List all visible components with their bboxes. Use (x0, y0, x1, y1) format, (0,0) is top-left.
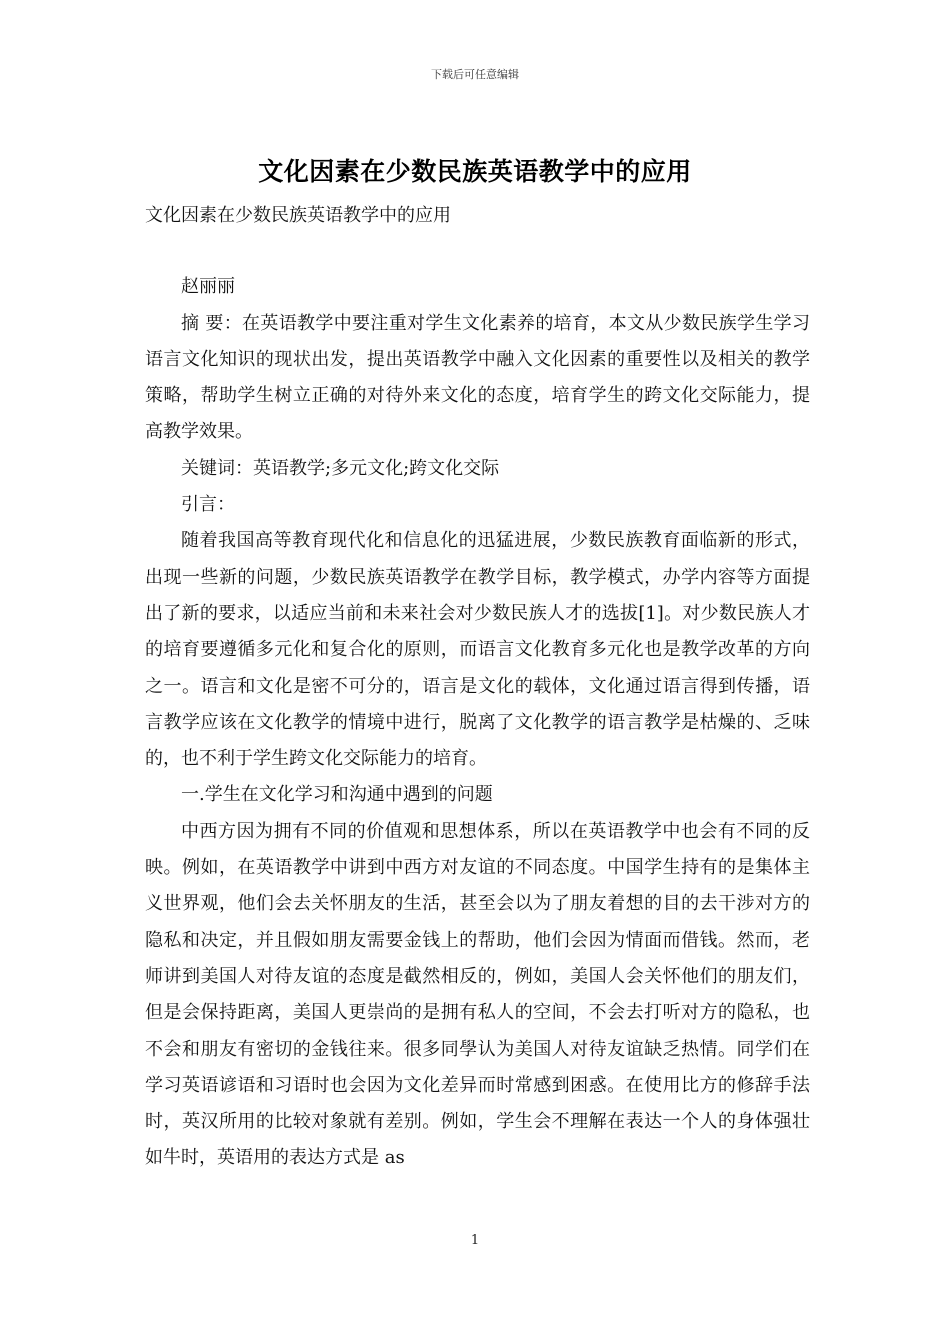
author-name: 赵丽丽 (181, 276, 235, 298)
section-heading: 一.学生在文化学习和沟通中遇到的问题 (181, 784, 493, 806)
keywords-line: 关键词：英语教学;多元文化;跨文化交际 (181, 457, 500, 479)
spacer (145, 234, 810, 269)
intro-paragraph: 随着我国高等教育现代化和信息化的迅猛进展，少数民族教育面临新的形式，出现一些新的问题，少数民族英语教学在教学目标，教学模式，办学内容等方面提出了新的要求，以适应当前和未来社会对少数民族人才的选拔[1]。对少数民族人才的培育要遵循多元化和复合化的原则，而语言文化教育多元化也是教学改革的方向之一。语言和文化是密不可分的，语言是文化的载体，文化通过语言得到传播，语言教学应该在文化教学的情境中进行，脱离了文化教学的语言教学是枯燥的、乏味的，也不利于学生跨文化交际能力的培育。 (145, 530, 810, 770)
document-body (145, 198, 810, 1177)
document-subtitle: 文化因素在少数民族英语教学中的应用 (145, 205, 451, 226)
document-title: 文化因素在少数民族英语教学中的应用 (258, 157, 692, 186)
page-number: 1 (470, 1233, 480, 1248)
abstract-paragraph: 摘 要：在英语教学中要注重对学生文化素养的培育，本文从少数民族学生学习语言文化知识的现状出发，提出英语教学中融入文化因素的重要性以及相关的教学策略，帮助学生树立正确的对待外来文化的态度，培育学生的跨文化交际能力，提高教学效果。 (145, 312, 810, 443)
header-note: 下载后可任意编辑 (431, 68, 519, 81)
section-paragraph: 中西方因为拥有不同的价值观和思想体系，所以在英语教学中也会有不同的反映。例如，在英语教学中讲到中西方对友谊的不同态度。中国学生持有的是集体主义世界观，他们会去关怀朋友的生活，甚至会以为了朋友着想的目的去干涉对方的隐私和决定，并且假如朋友需要金钱上的帮助，他们会因为情面而借钱。然而，老师讲到美国人对待友谊的态度是截然相反的，例如，美国人会关怀他们的朋友们，但是会保持距离，美国人更崇尚的是拥有私人的空间，不会去打听对方的隐私，也不会和朋友有密切的金钱往来。很多同學认为美国人对待友谊缺乏热情。同学们在学习英语谚语和习语时也会因为文化差异而时常感到困惑。在使用比方的修辞手法时，英汉所用的比较对象就有差别。例如，学生会不理解在表达一个人的身体强壮如牛时，英语用的表达方式是 as (145, 820, 810, 1169)
intro-heading: 引言： (181, 494, 235, 516)
